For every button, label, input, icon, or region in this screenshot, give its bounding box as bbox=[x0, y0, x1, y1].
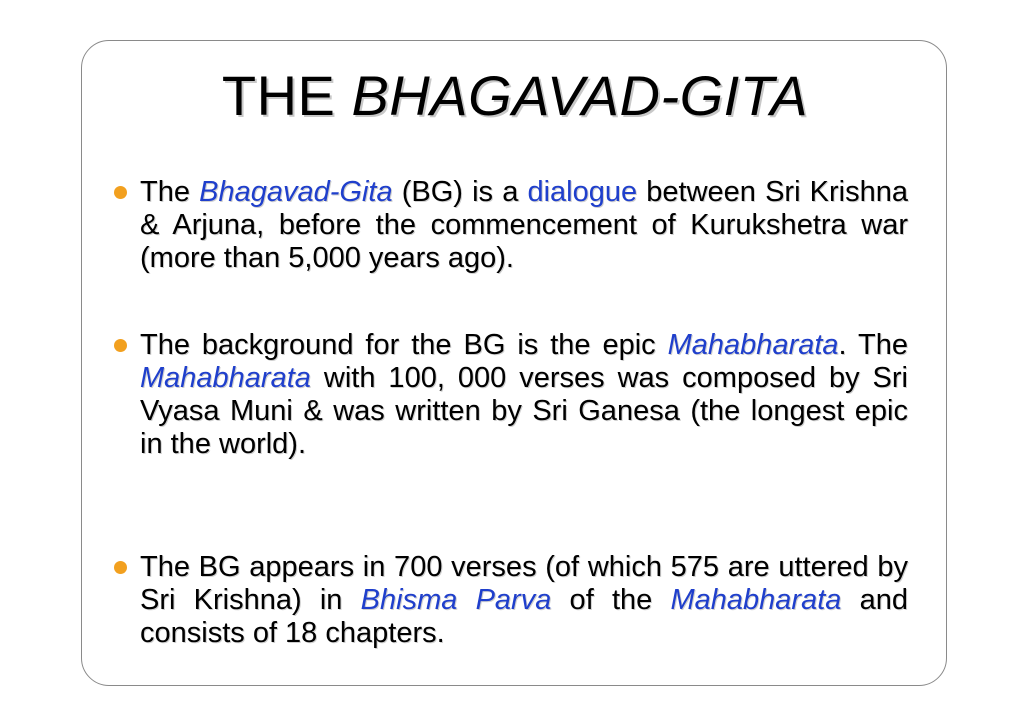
bullet-2-text: The background for the BG is the epic bbox=[140, 329, 668, 361]
bullet-2-text-3: with 100, 000 verses was composed by Sri Vyasa Muni & was written by Sri Ganesa (the longest epic in the world). bbox=[140, 362, 908, 460]
bullet-1-highlight: dialogue bbox=[527, 176, 638, 208]
bullet-3-text-3: and consists of 18 chapters. bbox=[140, 584, 909, 649]
bullet-dot-icon bbox=[114, 561, 127, 574]
bullet-1-italic: Bhagavad-Gita bbox=[199, 176, 393, 208]
bullet-item-2 bbox=[140, 329, 908, 461]
slide-title bbox=[0, 64, 1030, 128]
title-prefix: THE bbox=[221, 64, 352, 127]
bullet-2-text-2: . The bbox=[838, 329, 909, 361]
title-emphasis: BHAGAVAD-GITA bbox=[351, 64, 809, 127]
bullet-3-italic: Bhisma Parva bbox=[360, 584, 552, 616]
bullet-3-text: The BG appears in 700 verses (of which 575 are uttered by Sri Krishna) in bbox=[140, 551, 908, 616]
bullet-1-text: The bbox=[140, 176, 200, 208]
bullet-2-italic: Mahabharata bbox=[667, 329, 839, 361]
bullet-2-italic-2: Mahabharata bbox=[140, 362, 311, 394]
bullet-3-text-2: of the bbox=[551, 584, 671, 616]
bullet-1-text-3: between Sri Krishna & Arjuna, before the commencement of Kurukshetra war (more than 5,000 years ago). bbox=[140, 176, 909, 274]
bullet-dot-icon bbox=[114, 186, 127, 199]
bullet-3-italic-2: Mahabharata bbox=[670, 584, 842, 616]
bullet-1-text-2: (BG) is a bbox=[392, 176, 528, 208]
bullet-item-3 bbox=[140, 551, 908, 650]
bullet-item-1 bbox=[140, 176, 908, 275]
bullet-dot-icon bbox=[114, 339, 127, 352]
